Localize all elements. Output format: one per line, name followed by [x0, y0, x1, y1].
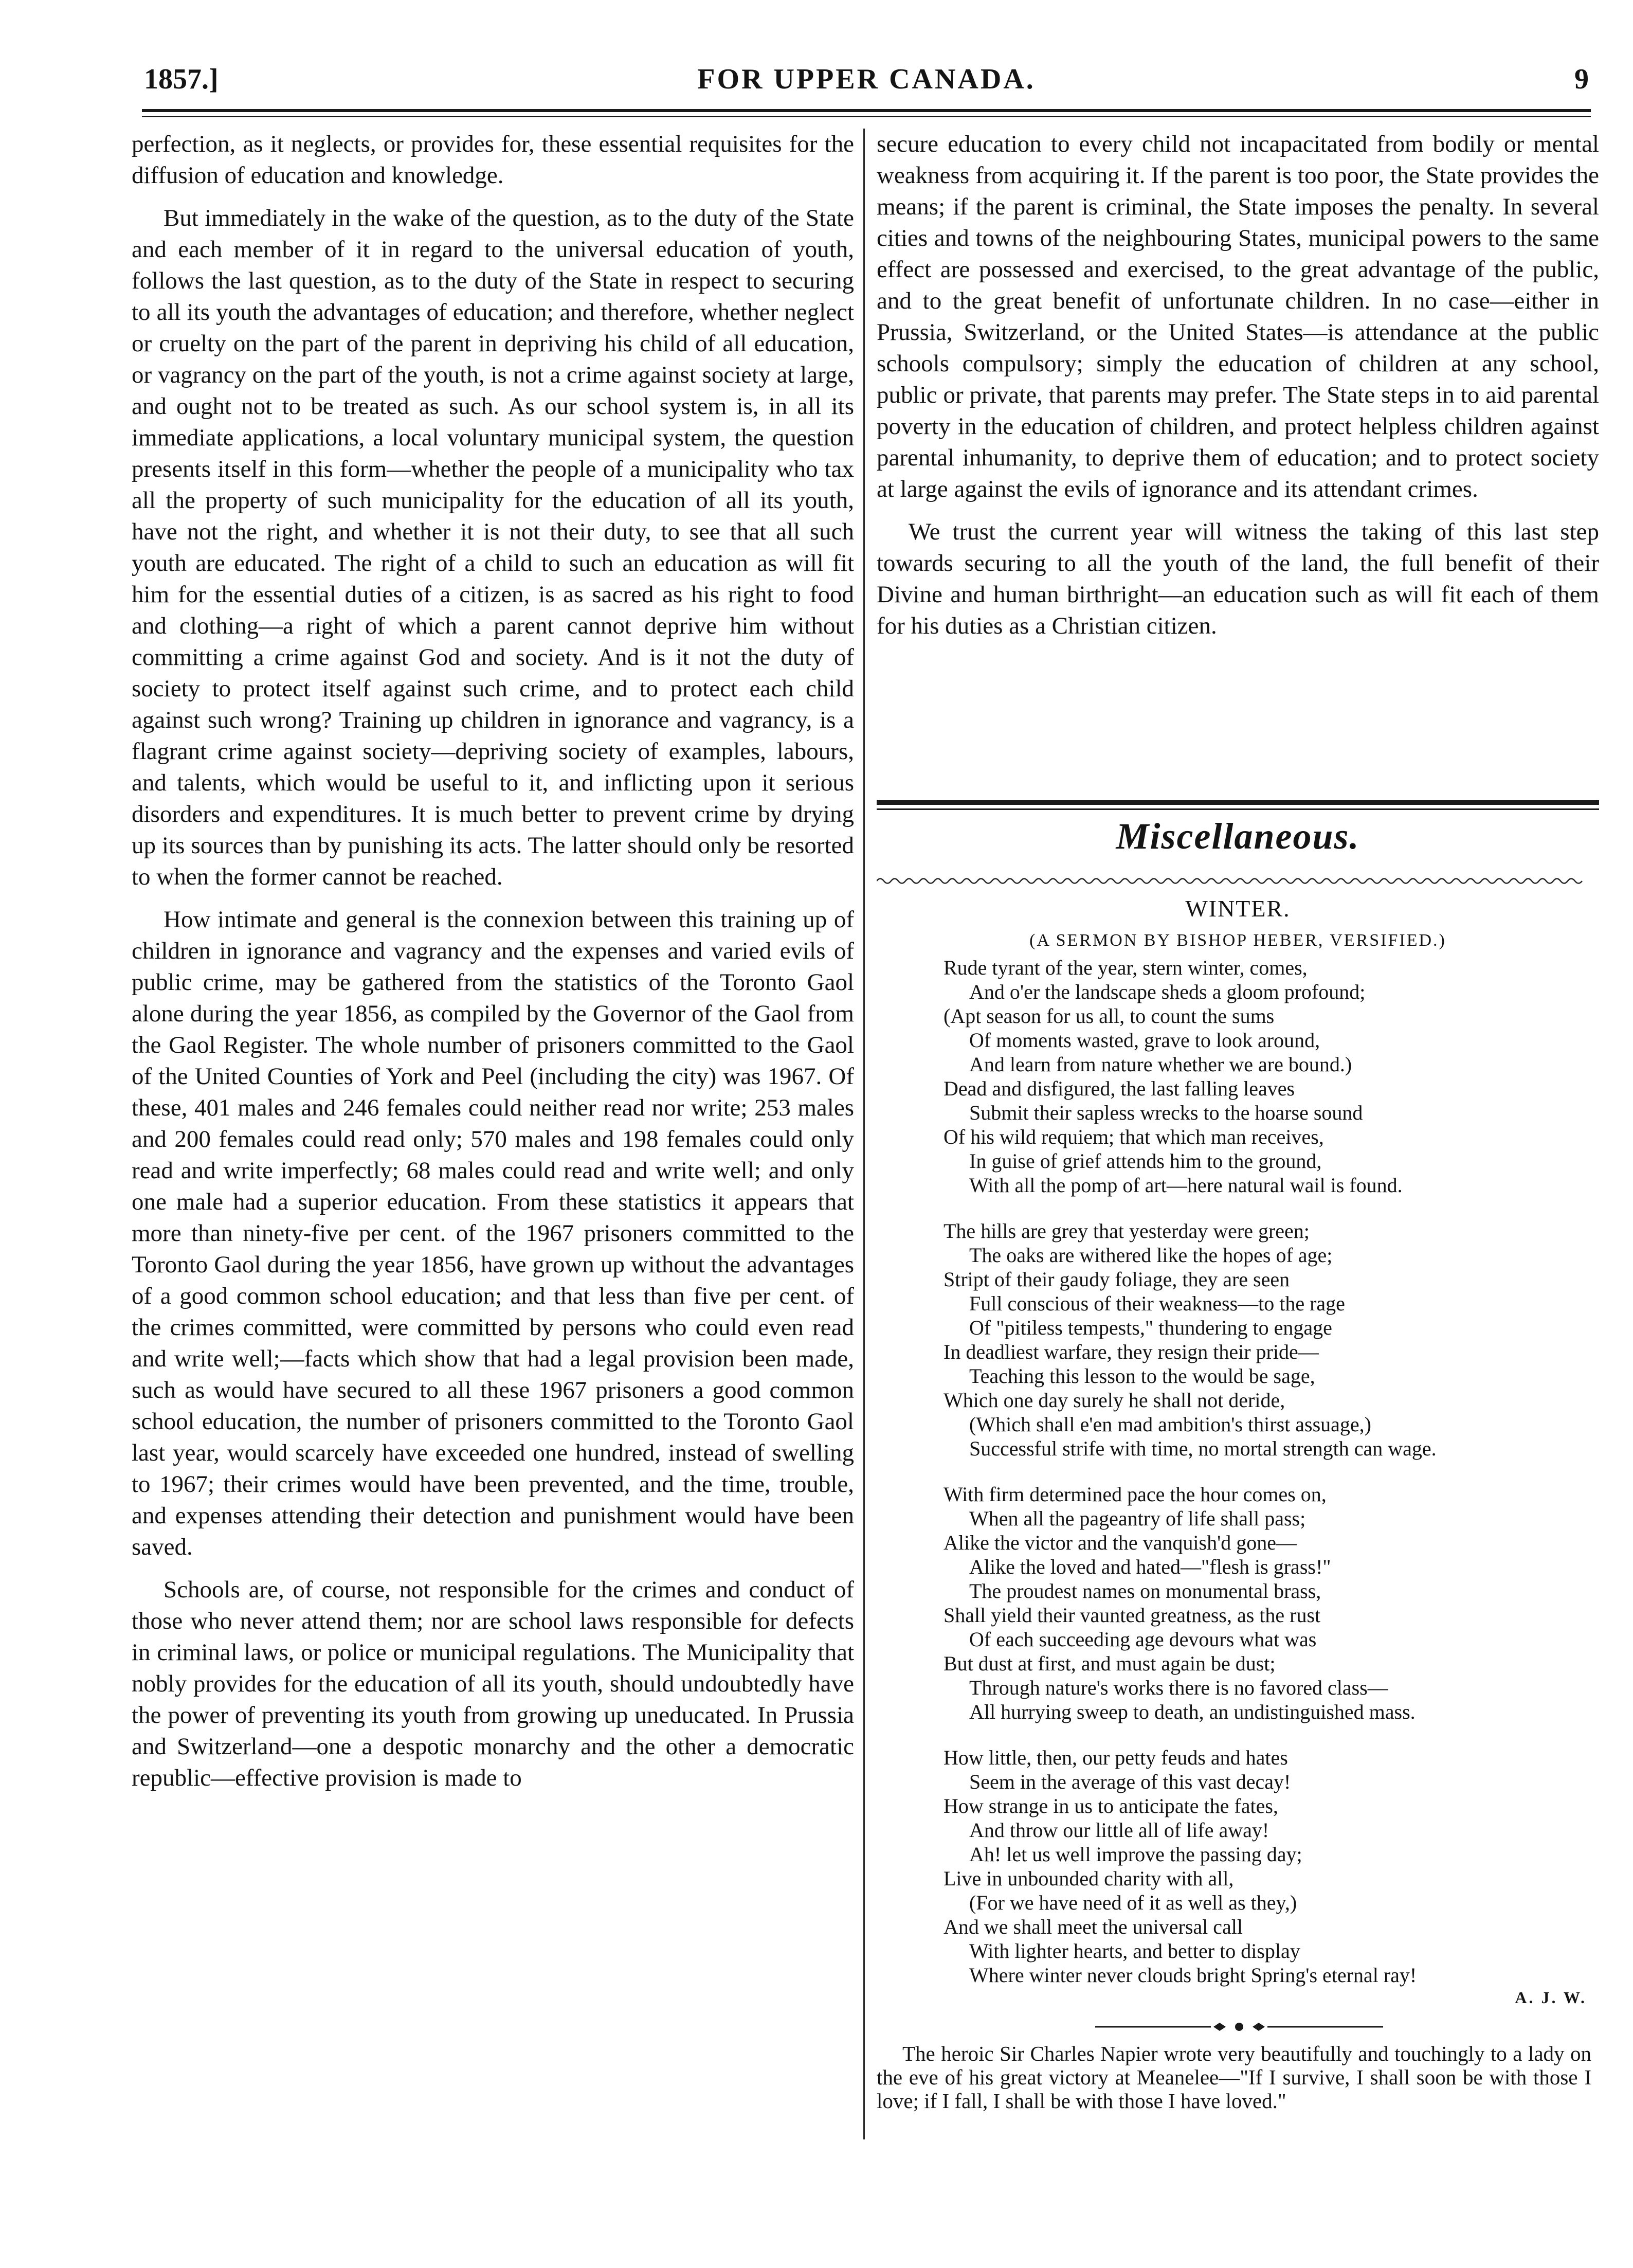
poem-line: And o'er the landscape sheds a gloom profound;: [969, 980, 1366, 1003]
poem-stanza-4: [943, 1745, 1591, 1987]
poem-stanza-1: [943, 956, 1591, 1197]
poem-line: (Which shall e'en mad ambition's thirst assuage,): [969, 1413, 1371, 1436]
header-rule: [142, 109, 1591, 112]
paragraph: How intimate and general is the connexion between this training up of children in ignorance and vagrancy and the expenses and varied evils of public crime, may be gathered from the statistics of the Toronto Gaol alone during the year 1856, as compiled by the Governor of the Gaol from the Gaol Register. The whole number of prisoners committed to the Gaol of the United Counties of York and Peel (including the city) was 1967. Of these, 401 males and 246 females could neither read nor write; 253 males and 200 females could read only; 570 males and 198 females could only read and write imperfectly; 68 males could read and write well; and only one male had a superior education. From these statistics it appears that more than ninety-five per cent. of the 1967 prisoners committed to the Toronto Gaol during the year 1856, have grown up without the advantages of a good common school education; and that less than five per cent. of the crimes committed, were committed by persons who could even read and write well;—facts which show that had a legal provision been made, such as would have secured to all these 1967 prisoners a good common school education, the number of prisoners committed to the Toronto Gaol last year, would scarcely have exceeded one hundred, instead of swelling to 1967; their crimes would have been prevented, and the time, trouble, and expenses attending their detection and punishment would have been saved.: [132, 906, 854, 1560]
poem-line: Shall yield their vaunted greatness, as the rust: [943, 1604, 1321, 1627]
poem-line: Through nature's works there is no favored class—: [969, 1676, 1388, 1699]
wavy-divider: [877, 875, 1599, 887]
paragraph: perfection, as it neglects, or provides for, these essential requisites for the diffusion of education and knowledge.: [132, 131, 854, 189]
poem-title: WINTER.: [1185, 895, 1291, 922]
poem-line: All hurrying sweep to death, an undistinguished mass.: [969, 1700, 1416, 1723]
poem-line: Of his wild requiem; that which man receives,: [943, 1125, 1324, 1148]
column-divider: [863, 129, 865, 2139]
poem-line: And throw our little all of life away!: [969, 1819, 1269, 1842]
right-column: [877, 129, 1599, 653]
poem-line: When all the pageantry of life shall pass;: [969, 1507, 1306, 1530]
poem-line: Submit their sapless wrecks to the hoarse sound: [969, 1101, 1363, 1124]
poem-stanza-3: [943, 1482, 1591, 1724]
poem-line: Where winter never clouds bright Spring's eternal ray!: [969, 1964, 1417, 1987]
paragraph: But immediately in the wake of the question, as to the duty of the State and each member of it in regard to the universal education of youth, follows the last question, as to the duty of the State in respect to securing to all its youth the advantages of education; and therefore, whether neglect or cruelty on the part of the parent in depriving his child of all education, or vagrancy on the part of the youth, is not a crime against society at large, and ought not to be treated as such. As our school system is, in all its immediate applications, a local voluntary municipal system, the question presents itself in this form—whether the people of a municipality who tax all the property of such municipality for the education of all its youth, have not the right, and whether it is not their duty, to see that all such youth are educated. The right of a child to such an education as will fit him for the essential duties of a citizen, is as sacred as his right to food and clothing—a right of which a parent cannot deprive him without committing a crime against God and society. And is it not the duty of society to protect itself against such crime, and to protect each child against such wrong? Training up children in ignorance and vagrancy, is a flagrant crime against society—depriving society of examples, labours, and talents, which would be useful to it, and inflicting upon it serious disorders and expenditures. It is much better to prevent crime by drying up its sources than by punishing its acts. The latter should only be resorted to when the former cannot be reached.: [132, 205, 854, 890]
poem-subtitle: (A SERMON BY BISHOP HEBER, VERSIFIED.): [1029, 931, 1446, 950]
poem-line: Rude tyrant of the year, stern winter, comes,: [943, 956, 1308, 979]
poem-line: (For we have need of it as well as they,): [969, 1891, 1297, 1914]
poem-line: Stript of their gaudy foliage, they are seen: [943, 1268, 1290, 1291]
paragraph: secure education to every child not incapacitated from bodily or mental weakness from acquiring it. If the parent is too poor, the State provides the means; if the parent is criminal, the State imposes the penalty. In several cities and towns of the neighbouring States, municipal powers to the same effect are possessed and exercised, to the great advantage of the public, and to the great benefit of unfortunate children. In no case—either in Prussia, Switzerland, or the United States—is attendance at the public schools compulsory; simply the education of children at any school, public or private, that parents may prefer. The State steps in to aid parental poverty in the education of children, and protect helpless children against parental inhumanity, to deprive them of education; and to protect society at large against the evils of ignorance and its attendant crimes.: [877, 131, 1599, 502]
poem-line: With lighter hearts, and better to display: [969, 1939, 1300, 1963]
page-number: 9: [1574, 63, 1589, 95]
poem-line: Ah! let us well improve the passing day;: [969, 1843, 1302, 1866]
poem-line: Seem in the average of this vast decay!: [969, 1770, 1291, 1793]
header-title: FOR UPPER CANADA.: [697, 63, 1036, 95]
poem-line: Of "pitiless tempests," thundering to engage: [969, 1316, 1332, 1339]
poem-line: Successful strife with time, no mortal strength can wage.: [969, 1437, 1437, 1460]
poem-line: With firm determined pace the hour comes on,: [943, 1483, 1327, 1506]
poem-line: (Apt season for us all, to count the sums: [943, 1004, 1275, 1028]
section-rule-thin: [877, 808, 1599, 810]
section-heading: Miscellaneous.: [1116, 816, 1360, 857]
poem-line: Full conscious of their weakness—to the rage: [969, 1292, 1345, 1315]
running-header: [144, 51, 1589, 108]
section-rule: [877, 800, 1599, 805]
poem-line: And learn from nature whether we are bound.): [969, 1053, 1352, 1076]
poem-line: And we shall meet the universal call: [943, 1915, 1243, 1938]
poem-line: Of each succeeding age devours what was: [969, 1628, 1317, 1651]
poem-line: How strange in us to anticipate the fates,: [943, 1794, 1278, 1817]
header-year: 1857.]: [144, 63, 219, 95]
poem-line: Which one day surely he shall not deride,: [943, 1389, 1285, 1412]
poem-stanza-2: [943, 1219, 1591, 1461]
poem-line: The proudest names on monumental brass,: [969, 1579, 1321, 1603]
poem-line: Alike the victor and the vanquish'd gone—: [943, 1531, 1297, 1554]
poem-line: But dust at first, and must again be dust;: [943, 1652, 1276, 1675]
paragraph: Schools are, of course, not responsible for the crimes and conduct of those who never attend them; nor are school laws responsible for defects in criminal laws, or police or municipal regulations. The Municipality that nobly provides for the education of all its youth, should undoubtedly have the power of preventing its youth from growing up uneducated. In Prussia and Switzerland—one a despotic monarchy and the other a democratic republic—effective provision is made to: [132, 1576, 854, 1791]
poem-line: Live in unbounded charity with all,: [943, 1867, 1234, 1890]
ornament-divider: [1095, 2019, 1383, 2035]
poem-line: In deadliest warfare, they resign their pride—: [943, 1340, 1319, 1363]
header-rule-thin: [142, 116, 1591, 117]
left-column: [132, 129, 854, 1805]
poem-line: Alike the loved and hated—"flesh is grass!": [969, 1555, 1331, 1578]
poem-line: Teaching this lesson to the would be sage,: [969, 1364, 1315, 1388]
poem-line: Dead and disfigured, the last falling leaves: [943, 1077, 1295, 1100]
poem-line: How little, then, our petty feuds and hates: [943, 1746, 1288, 1769]
poem-signature: A. J. W.: [1515, 1988, 1587, 2007]
napier-anecdote: The heroic Sir Charles Napier wrote very beautifully and touchingly to a lady on the eve of his great victory at Meanelee—"If I survive, I shall soon be with those I love; if I fall, I shall be with those I have loved.": [877, 2042, 1591, 2113]
poem-line: With all the pomp of art—here natural wail is found.: [969, 1174, 1403, 1197]
paragraph: We trust the current year will witness the taking of this last step towards securing to all the youth of the land, the full benefit of their Divine and human birthright—an education such as will fit each of them for his duties as a Christian citizen.: [877, 518, 1599, 639]
poem-line: Of moments wasted, grave to look around,: [969, 1029, 1320, 1052]
poem-line: The oaks are withered like the hopes of age;: [969, 1244, 1333, 1267]
poem-line: In guise of grief attends him to the ground,: [969, 1149, 1322, 1173]
poem-line: The hills are grey that yesterday were green;: [943, 1219, 1310, 1243]
